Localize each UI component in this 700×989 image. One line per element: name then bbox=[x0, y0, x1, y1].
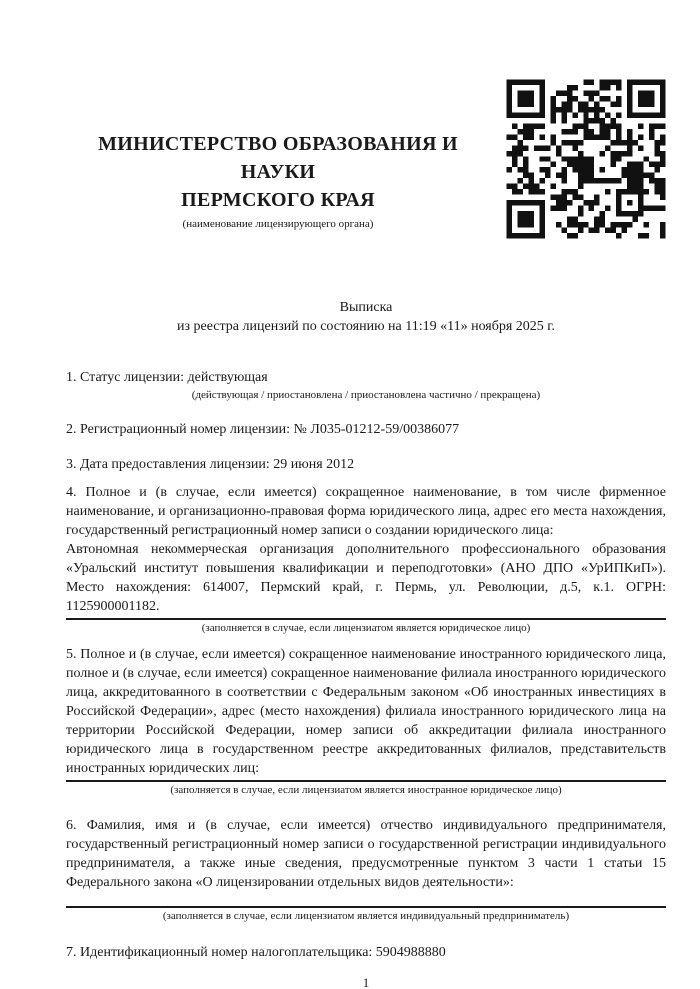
legal-entity-label: 4. Полное и (в случае, если имеется) сокращенное наименование, в том числе фирменное наименование, и организационно-правовая форма юридического лица, адрес его места нахождения, государственный регистрационный номер записи о создании юридического лица: bbox=[66, 485, 666, 538]
item-caption: (заполняется в случае, если лицензиатом является юридическое лицо) bbox=[201, 622, 531, 634]
title-line1: Выписка bbox=[339, 300, 393, 315]
document-body bbox=[66, 0, 666, 989]
entrepreneur-label: 6. Фамилия, имя и (в случае, если имеется) отчество индивидуального предпринимателя, государственный регистрационный номер записи о государственной регистрации индивидуального предпринимателя, а также иные сведения, предусмотренные пунктом 3 части 1 статьи 15 Федерального закона «О лицензировании отдельных видов деятельности»: bbox=[66, 818, 666, 890]
legal-entity-value: Автономная некоммерческая организация дополнительного профессионального образования «Уральский институт повышения квалификации и переподготовки» (АНО ДПО «УрИПКиП»). Место нахождения: 614007, Пермский край, г. Пермь, ул. Революции, д.5, к.1. ОГРН: 1125900001182. bbox=[66, 542, 666, 614]
item-caption: (заполняется в случае, если лицензиатом является иностранное юридическое лицо) bbox=[170, 784, 562, 796]
item-license-reg-number bbox=[66, 420, 666, 439]
item-license-grant-date bbox=[66, 455, 666, 474]
page-number: 1 bbox=[362, 975, 370, 989]
item-licensee-legal-entity bbox=[66, 483, 666, 635]
item-license-status bbox=[66, 368, 666, 402]
title-line2: из реестра лицензий по состоянию на 11:19 «11» ноября 2025 г. bbox=[177, 319, 555, 334]
license-status-text: 1. Статус лицензии: действующая bbox=[66, 370, 268, 385]
fill-in-rule bbox=[66, 906, 666, 908]
license-reg-number-text: 2. Регистрационный номер лицензии: № Л035-01212-59/00386077 bbox=[66, 422, 460, 437]
fill-in-rule bbox=[66, 618, 666, 620]
item-individual-entrepreneur bbox=[66, 816, 666, 923]
ministry-name-line2: ПЕРМСКОГО КРАЯ bbox=[181, 189, 375, 211]
taxpayer-id-text: 7. Идентификационный номер налогоплательщика: 5904988880 bbox=[66, 945, 446, 960]
blank-value-space bbox=[66, 892, 666, 904]
item-foreign-legal-entity bbox=[66, 645, 666, 797]
item-caption: (заполняется в случае, если лицензиатом является индивидуальный предприниматель) bbox=[162, 910, 570, 922]
ministry-name-line1: МИНИСТЕРСТВО ОБРАЗОВАНИЯ И НАУКИ bbox=[98, 133, 458, 183]
item-caption: (действующая / приостановлена / приостановлена частично / прекращена) bbox=[191, 389, 541, 401]
license-grant-date-text: 3. Дата предоставления лицензии: 29 июня 2012 bbox=[66, 457, 355, 472]
item-taxpayer-id bbox=[66, 943, 666, 962]
fill-in-rule bbox=[66, 780, 666, 782]
document-title bbox=[66, 298, 666, 336]
ministry-caption: (наименование лицензирующего органа) bbox=[182, 218, 374, 230]
foreign-entity-label: 5. Полное и (в случае, если имеется) сокращенное наименование иностранного юридического лица, полное и (в случае, если имеется) сокращенное наименование филиала иностранного юридического лица, аккредитованного в соответствии с Федеральным законом «Об иностранных инвестициях в Российской Федерации», адрес (место нахождения) филиала иностранного юридического лица на территории Российской Федерации, номер записи об аккредитации филиала иностранного юридического лица в государственном реестре аккредитованных филиалов, представительств иностранных юридических лиц: bbox=[66, 647, 666, 776]
